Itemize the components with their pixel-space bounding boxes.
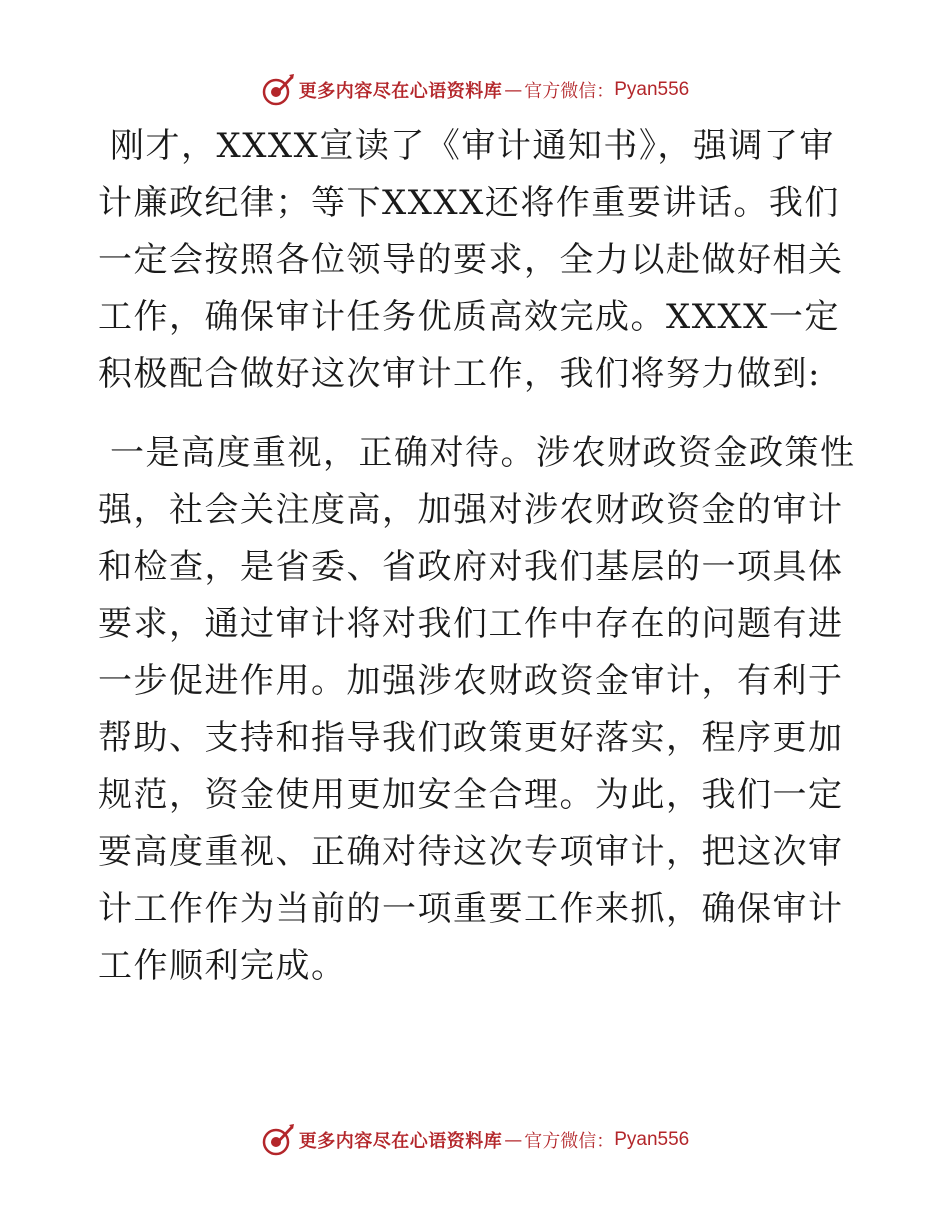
footer-wechat-label: 官方微信： <box>524 1131 615 1152</box>
header-banner <box>0 70 950 110</box>
quill-pen-logo-icon <box>261 73 295 107</box>
quill-pen-logo-icon <box>261 1123 295 1157</box>
header-wechat-label: 官方微信： <box>524 81 615 102</box>
footer-brand-text: 更多内容尽在心语资料库 <box>298 1131 503 1152</box>
paragraph-1: 刚才，XXXX宣读了《审计通知书》，强调了审计廉政纪律；等下XXXX还将作重要讲话。我们一定会按照各位领导的要求，全力以赴做好相关工作，确保审计任务优质高效完成。XXXX一定积极配合做好这次审计工作，我们将努力做到: <box>98 126 844 394</box>
paragraph-2: 一是高度重视，正确对待。涉农财政资金政策性强，社会关注度高，加强对涉农财政资金的审计和检查，是省委、省政府对我们基层的一项具体要求，通过审计将对我们工作中存在的问题有进一步促进作用。加强涉农财政资金审计，有利于帮助、支持和指导我们政策更好落实，程序更加规范，资金使用更加安全合理。为此，我们一定要高度重视、正确对待这次专项审计，把这次审计工作作为当前的一项重要工作来抓，确保审计工作顺利完成。 <box>98 433 856 986</box>
header-separator: — <box>504 79 523 101</box>
header-wechat-id: Pyan556 <box>614 79 690 100</box>
document-body <box>98 118 858 995</box>
header-brand-text: 更多内容尽在心语资料库 <box>298 81 503 102</box>
footer-banner <box>0 1120 950 1160</box>
footer-separator: — <box>504 1129 523 1151</box>
footer-wechat-id: Pyan556 <box>614 1129 690 1150</box>
